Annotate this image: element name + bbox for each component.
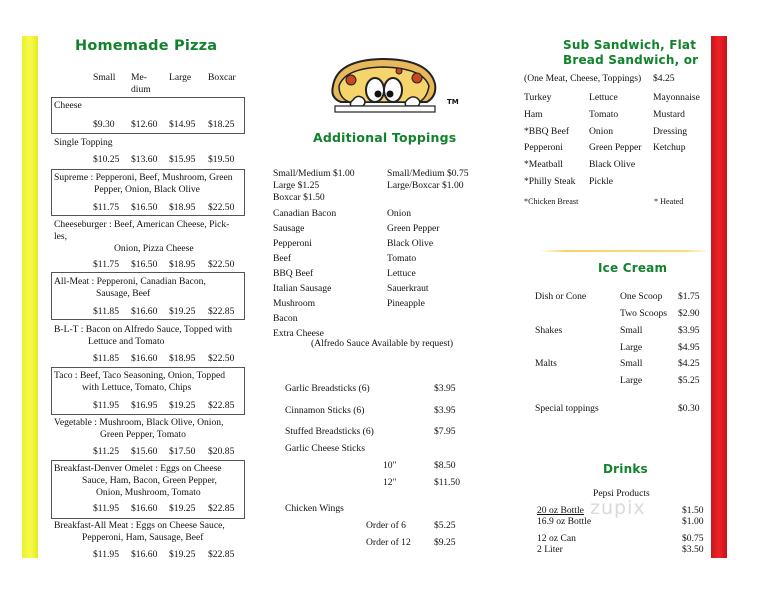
- sub-meat-item: Ham: [524, 108, 543, 120]
- price-boxcar: $22.85: [208, 306, 235, 317]
- ice-item: Shakes: [535, 325, 563, 336]
- toppings-list-left: [273, 206, 336, 341]
- sub-topping-item: Lettuce: [589, 92, 618, 103]
- pizza-item: [54, 417, 223, 441]
- side-label: Order of 12: [366, 537, 411, 548]
- price-large: $17.50: [169, 446, 196, 457]
- pizza-item-name: Cheese: [54, 100, 82, 111]
- topping-item: Lettuce: [387, 268, 416, 279]
- subs-price: $4.25: [653, 73, 675, 84]
- pizza-item-name: Single Topping: [54, 137, 113, 148]
- ice-price: $1.75: [678, 291, 700, 302]
- side-price: $3.95: [434, 383, 456, 394]
- side-label: Cinnamon Sticks (6): [285, 405, 365, 416]
- alfredo-note: (Alfredo Sauce Available by request): [311, 338, 454, 349]
- pizza-heading: Homemade Pizza: [75, 38, 218, 54]
- topping-item: Canadian Bacon: [273, 208, 337, 219]
- pizza-item-name: Pepper, Onion, Black Olive: [94, 184, 200, 195]
- subs-heading-line2: Bread Sandwich, or: [563, 53, 699, 67]
- subs-heading-line1: Sub Sandwich, Flat: [563, 38, 697, 52]
- topping-item: Pepperoni: [273, 238, 312, 249]
- side-price: $7.95: [434, 426, 456, 437]
- topping-item: Tomato: [387, 253, 417, 264]
- price-large: $19.25: [169, 549, 196, 560]
- topping-item: Sauerkraut: [387, 283, 429, 294]
- pizza-item: [54, 172, 233, 196]
- price-small: $11.85: [93, 353, 120, 364]
- pizza-item-name: B-L-T : Bacon on Alfredo Sauce, Topped with: [54, 324, 233, 335]
- price-large: $18.95: [169, 259, 196, 270]
- side-label: Order of 6: [366, 520, 406, 531]
- topping-item: Onion: [387, 208, 411, 219]
- ice-size: Two Scoops: [620, 308, 668, 319]
- price-medium: $16.60: [131, 353, 158, 364]
- ice-size: Large: [620, 342, 643, 353]
- pizza-item-name: Vegetable : Mushroom, Black Olive, Onion,: [54, 417, 224, 428]
- drink-label: 2 Liter: [537, 544, 563, 555]
- sub-meat-item: *BBQ Beef: [524, 125, 570, 137]
- pizza-item-name: Sausage, Beef: [96, 288, 151, 299]
- price-medium: $16.60: [131, 306, 158, 317]
- price-small: $11.95: [93, 503, 120, 514]
- drinks-subtitle: Pepsi Products: [593, 488, 650, 499]
- toppings-price-right: [387, 168, 469, 192]
- sub-topping-item: Green Pepper: [589, 142, 642, 154]
- side-label: Garlic Cheese Sticks: [285, 443, 365, 454]
- left-yellow-bar: [22, 36, 38, 558]
- price-boxcar: $22.85: [208, 400, 235, 411]
- trademark-mark: TM: [447, 98, 459, 106]
- drink-price: $3.50: [682, 544, 704, 555]
- special-toppings-price: $0.30: [678, 403, 700, 414]
- price-medium: $13.60: [131, 154, 158, 165]
- side-price: $3.95: [434, 405, 456, 416]
- price-large: $19.25: [169, 400, 196, 411]
- pizza-item: [54, 276, 206, 300]
- ice-size: Small: [620, 358, 643, 369]
- price-medium: $15.60: [131, 446, 158, 457]
- pizza-item-name: Sauce, Ham, Bacon, Green Pepper,: [82, 475, 217, 486]
- price-small: $9.30: [93, 119, 115, 130]
- price-medium: $12.60: [131, 119, 158, 130]
- sub-condiment-item: Dressing: [653, 125, 688, 137]
- pizza-item-name: Breakfast-Denver Omelet : Eggs on Cheese: [54, 463, 222, 474]
- price-small: $11.75: [93, 202, 120, 213]
- pizza-item-name: Pepperoni, Ham, Sausage, Beef: [82, 532, 204, 543]
- pizza-mascot-icon: [327, 56, 452, 122]
- price-large: $15.95: [169, 154, 196, 165]
- side-price: $9.25: [434, 537, 456, 548]
- price-medium: $16.95: [131, 400, 158, 411]
- drink-price: $1.00: [682, 516, 704, 527]
- pizza-item-name: Breakfast-All Meat : Eggs on Cheese Sauce,: [54, 520, 225, 531]
- divider-rule: [540, 250, 710, 252]
- toppings-price-line: Large/Boxcar $1.00: [387, 180, 464, 191]
- sub-meat-item: Pepperoni: [524, 142, 563, 154]
- price-medium: $16.50: [131, 259, 158, 270]
- size-medium-header-line1: Me-: [131, 72, 147, 83]
- size-small-header: Small: [93, 72, 116, 83]
- pizza-item: [54, 520, 225, 544]
- price-large: $19.25: [169, 503, 196, 514]
- ice-price: $4.95: [678, 342, 700, 353]
- pizza-item: [54, 370, 225, 394]
- pizza-mascot-logo: [327, 56, 452, 122]
- price-boxcar: $22.85: [208, 549, 235, 560]
- side-price: $8.50: [434, 460, 456, 471]
- pizza-item: [54, 463, 222, 499]
- drink-price: $0.75: [682, 533, 704, 544]
- drinks-heading: Drinks: [603, 462, 648, 476]
- ice-item: Malts: [535, 358, 557, 369]
- pizza-item-name: with Lettuce, Tomato, Chips: [82, 382, 192, 393]
- price-small: $11.95: [93, 400, 120, 411]
- price-large: $18.95: [169, 202, 196, 213]
- ice-price: $3.95: [678, 325, 700, 336]
- topping-item: Green Pepper: [387, 223, 440, 234]
- size-large-header: Large: [169, 72, 192, 83]
- size-boxcar-header: Boxcar: [208, 72, 236, 83]
- sub-meat-item: Turkey: [524, 92, 552, 103]
- drink-prices-group2: [682, 533, 704, 555]
- subs-footnote-left: *Chicken Breast: [524, 197, 579, 206]
- drink-label: 12 oz Can: [537, 533, 576, 544]
- price-large: $18.95: [169, 353, 196, 364]
- right-red-bar: [711, 36, 727, 558]
- side-price: $5.25: [434, 520, 456, 531]
- pizza-item-name: Green Pepper, Tomato: [100, 429, 186, 440]
- side-label: 12": [383, 477, 397, 488]
- pizza-item-name: Supreme : Pepperoni, Beef, Mushroom, Green: [54, 172, 233, 183]
- price-boxcar: $18.25: [208, 119, 235, 130]
- sub-topping-item: Onion: [589, 125, 613, 137]
- topping-item: Mushroom: [273, 298, 316, 309]
- toppings-price-line: Small/Medium $1.00: [273, 168, 355, 179]
- watermark: zupix: [590, 497, 646, 519]
- sub-topping-item: Pickle: [589, 175, 613, 187]
- topping-item: BBQ Beef: [273, 268, 314, 279]
- price-large: $19.25: [169, 306, 196, 317]
- topping-item: Extra Cheese: [273, 328, 324, 339]
- ice-price: $4.25: [678, 358, 700, 369]
- ice-cream-heading: Ice Cream: [598, 261, 668, 275]
- price-medium: $16.60: [131, 503, 158, 514]
- side-label: Chicken Wings: [285, 503, 344, 514]
- pizza-item-name: Taco : Beef, Taco Seasoning, Onion, Topped: [54, 370, 226, 381]
- drink-label: 16.9 oz Bottle: [537, 516, 592, 527]
- price-large: $14.95: [169, 119, 196, 130]
- price-small: $11.85: [93, 306, 120, 317]
- price-medium: $16.50: [131, 202, 158, 213]
- ice-size: Small: [620, 325, 643, 336]
- sub-meat-item: *Meatball: [524, 159, 563, 171]
- side-label: Garlic Breadsticks (6): [285, 383, 370, 394]
- drink-label: 20 oz Bottle: [537, 505, 584, 516]
- pizza-item-name: Lettuce and Tomato: [88, 336, 165, 347]
- ice-item: Dish or Cone: [535, 291, 587, 302]
- toppings-price-line: Small/Medium $0.75: [387, 168, 469, 179]
- price-small: $10.25: [93, 154, 120, 165]
- drink-price: $1.50: [682, 505, 704, 516]
- pizza-item-name: Onion, Mushroom, Tomato: [96, 487, 201, 498]
- side-label: 10": [383, 460, 397, 471]
- ice-price: $5.25: [678, 375, 700, 386]
- side-price: $11.50: [434, 477, 461, 488]
- topping-item: Beef: [273, 253, 292, 264]
- price-medium: $16.60: [131, 549, 158, 560]
- price-boxcar: $20.85: [208, 446, 235, 457]
- sub-condiment-item: Mustard: [653, 108, 685, 120]
- pizza-item: [54, 324, 232, 348]
- subs-meats: [524, 90, 575, 191]
- drink-labels-group1: [537, 505, 591, 527]
- topping-item: Bacon: [273, 313, 298, 324]
- drink-labels-group2: [537, 533, 576, 555]
- topping-item: Sausage: [273, 223, 305, 234]
- price-boxcar: $22.50: [208, 259, 235, 270]
- sub-topping-item: Tomato: [589, 108, 619, 120]
- sub-topping-item: Black Olive: [589, 159, 636, 171]
- toppings-price-line: Large $1.25: [273, 180, 320, 191]
- price-boxcar: $22.50: [208, 353, 235, 364]
- pizza-item-name: les,: [54, 231, 68, 242]
- side-label: Stuffed Breadsticks (6): [285, 426, 374, 437]
- pizza-item-name: All-Meat : Pepperoni, Canadian Bacon,: [54, 276, 206, 287]
- pizza-item-name: Cheeseburger : Beef, American Cheese, Pick-: [54, 219, 230, 230]
- ice-size: Large: [620, 375, 643, 386]
- toppings-list-right: [387, 206, 439, 311]
- topping-item: Pineapple: [387, 298, 425, 309]
- ice-size: One Scoop: [620, 291, 663, 302]
- pizza-item: [54, 219, 229, 255]
- price-boxcar: $22.85: [208, 503, 235, 514]
- price-small: $11.25: [93, 446, 120, 457]
- pizza-item: [54, 100, 82, 112]
- size-medium-header-line2: dium: [131, 84, 151, 95]
- pizza-item-name: Onion, Pizza Cheese: [114, 243, 194, 254]
- toppings-price-line: Boxcar $1.50: [273, 192, 325, 203]
- topping-item: Black Olive: [387, 238, 434, 249]
- drink-prices-group1: [682, 505, 704, 527]
- price-small: $11.95: [93, 549, 120, 560]
- price-boxcar: $22.50: [208, 202, 235, 213]
- sub-condiment-item: Ketchup: [653, 142, 686, 154]
- ice-price: $2.90: [678, 308, 700, 319]
- price-small: $11.75: [93, 259, 120, 270]
- toppings-price-left: [273, 168, 355, 204]
- topping-item: Italian Sausage: [273, 283, 332, 294]
- price-boxcar: $19.50: [208, 154, 235, 165]
- special-toppings-label: Special toppings: [535, 403, 599, 414]
- sub-meat-item: *Philly Steak: [524, 175, 576, 187]
- subs-condiments: [653, 90, 700, 157]
- toppings-heading: Additional Toppings: [313, 130, 457, 145]
- pizza-item: [54, 137, 113, 149]
- sub-condiment-item: Mayonnaise: [653, 92, 700, 103]
- subs-toppings: [589, 90, 641, 191]
- subs-intro: (One Meat, Cheese, Toppings): [524, 73, 642, 84]
- subs-footnote-right: * Heated: [654, 197, 684, 206]
